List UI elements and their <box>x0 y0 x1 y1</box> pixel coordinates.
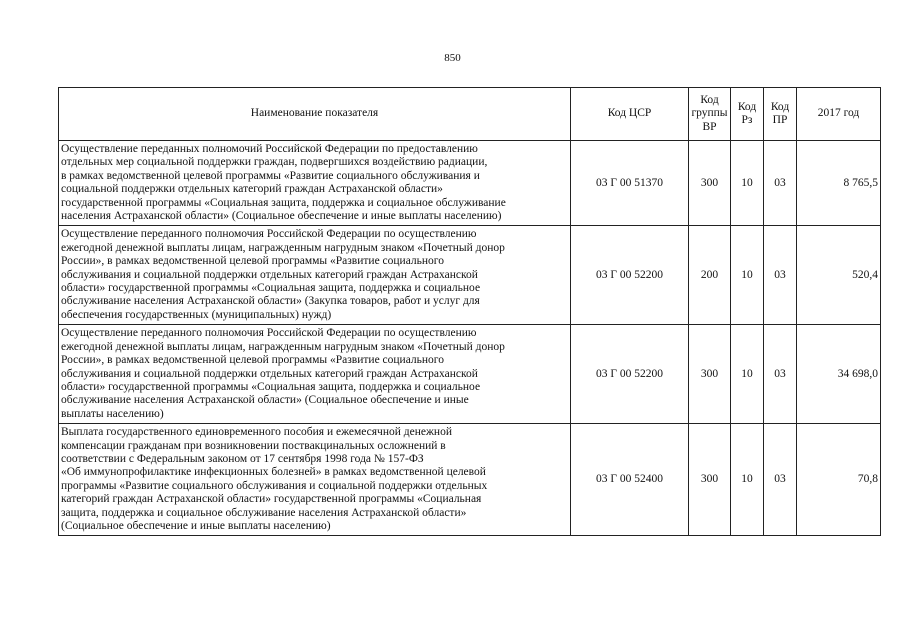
row-name-line: области» государственной программы «Социальная защита, поддержка и социальное <box>61 282 481 295</box>
row-csr-code: 03 Г 00 52200 <box>571 325 689 424</box>
row-name-line: защита, поддержка и социальное обслуживание населения Астраханской области» <box>61 506 467 519</box>
row-name-line: области» государственной программы «Социальная защита, поддержка и социальное <box>61 380 481 393</box>
row-vr-code: 300 <box>689 325 731 424</box>
row-vr-code: 200 <box>689 226 731 325</box>
budget-table <box>58 87 881 536</box>
row-pr-code: 03 <box>764 141 797 226</box>
row-amount-2017: 70,8 <box>797 424 881 536</box>
table-row <box>59 141 881 226</box>
row-name-line: ежегодной денежной выплаты лицам, награжденным нагрудным знаком «Почетный донор <box>61 340 505 353</box>
row-name-line: населения Астраханской области» (Социальное обеспечение и иные выплаты населению) <box>61 210 502 223</box>
header-vr-line: Код <box>700 93 719 106</box>
header-rz-line: Код <box>737 100 757 113</box>
row-name-line: выплаты населению) <box>61 407 164 420</box>
row-pr-code: 03 <box>764 226 797 325</box>
row-name-line: Осуществление переданного полномочия Российской Федерации по осуществлению <box>61 228 477 241</box>
row-csr-code: 03 Г 00 52200 <box>571 226 689 325</box>
header-vr-code <box>689 88 731 141</box>
row-amount-2017: 8 765,5 <box>797 141 881 226</box>
row-name-line: ежегодной денежной выплаты лицам, награжденным нагрудным знаком «Почетный донор <box>61 241 505 254</box>
row-name-cell <box>59 141 571 226</box>
header-vr-line: группы <box>691 107 728 120</box>
row-amount-2017: 34 698,0 <box>797 325 881 424</box>
header-year: 2017 год <box>797 88 881 141</box>
header-pr-line: ПР <box>772 114 788 126</box>
row-name-line: категорий граждан Астраханской области» государственной программы «Социальная <box>61 493 482 506</box>
row-pr-code: 03 <box>764 424 797 536</box>
row-name-line: обслуживание населения Астраханской области» (Социальное обеспечение и иные <box>61 394 469 407</box>
header-rz-line: Рз <box>741 114 753 126</box>
header-name: Наименование показателя <box>59 88 571 141</box>
row-name-line: России», в рамках ведомственной целевой программы «Развитие социального <box>61 354 444 367</box>
row-rz-code: 10 <box>731 226 764 325</box>
row-name-line: Выплата государственного единовременного пособия и ежемесячной денежной <box>61 426 452 439</box>
header-rz-code <box>731 88 764 141</box>
row-name-line: программы «Развитие социального обслуживания и социальной поддержки отдельных <box>61 479 488 492</box>
row-vr-code: 300 <box>689 424 731 536</box>
header-csr-code: Код ЦСР <box>571 88 689 141</box>
row-vr-code: 300 <box>689 141 731 226</box>
row-name-cell <box>59 424 571 536</box>
row-name-line: социальной поддержки отдельных категорий граждан Астраханской области» <box>61 183 443 196</box>
row-name-line: России», в рамках ведомственной целевой программы «Развитие социального <box>61 255 444 268</box>
header-vr-line: ВР <box>702 120 717 133</box>
table-row <box>59 325 881 424</box>
row-name-cell <box>59 325 571 424</box>
row-name-line: обеспечения государственных (муниципальных) нужд) <box>61 308 332 321</box>
row-name-line: в рамках ведомственной целевой программы «Развитие социального обслуживания и <box>61 169 480 182</box>
row-amount-2017: 520,4 <box>797 226 881 325</box>
row-name-line: отдельных мер социальной поддержки граждан, подвергшихся воздействию радиации, <box>61 156 488 169</box>
table-header-row <box>59 88 881 141</box>
row-rz-code: 10 <box>731 141 764 226</box>
row-rz-code: 10 <box>731 325 764 424</box>
table-row <box>59 226 881 325</box>
row-name-line: государственной программы «Социальная защита, поддержка и социальное обслуживание <box>61 196 506 209</box>
row-name-line: обслуживания и социальной поддержки отдельных категорий граждан Астраханской <box>61 367 478 380</box>
header-pr-line: Код <box>770 100 790 113</box>
row-rz-code: 10 <box>731 424 764 536</box>
page-number: 850 <box>444 52 461 64</box>
row-name-line: «Об иммунопрофилактике инфекционных болезней» в рамках ведомственной целевой <box>61 466 486 479</box>
row-pr-code: 03 <box>764 325 797 424</box>
row-name-cell <box>59 226 571 325</box>
row-name-line: соответствии с Федеральным законом от 17 сентября 1998 года № 157-ФЗ <box>61 452 424 465</box>
row-name-line: обслуживания и социальной поддержки отдельных категорий граждан Астраханской <box>61 268 478 281</box>
row-csr-code: 03 Г 00 52400 <box>571 424 689 536</box>
row-name-line: обслуживание населения Астраханской области» (Закупка товаров, работ и услуг для <box>61 295 480 308</box>
row-name-line: компенсации гражданам при возникновении поствакцинальных осложнений в <box>61 439 446 452</box>
row-name-line: (Социальное обеспечение и иные выплаты населению) <box>61 519 331 532</box>
table-row <box>59 424 881 536</box>
row-csr-code: 03 Г 00 51370 <box>571 141 689 226</box>
header-pr-code <box>764 88 797 141</box>
row-name-line: Осуществление переданных полномочий Российской Федерации по предоставлению <box>61 143 478 155</box>
row-name-line: Осуществление переданного полномочия Российской Федерации по осуществлению <box>61 327 477 340</box>
